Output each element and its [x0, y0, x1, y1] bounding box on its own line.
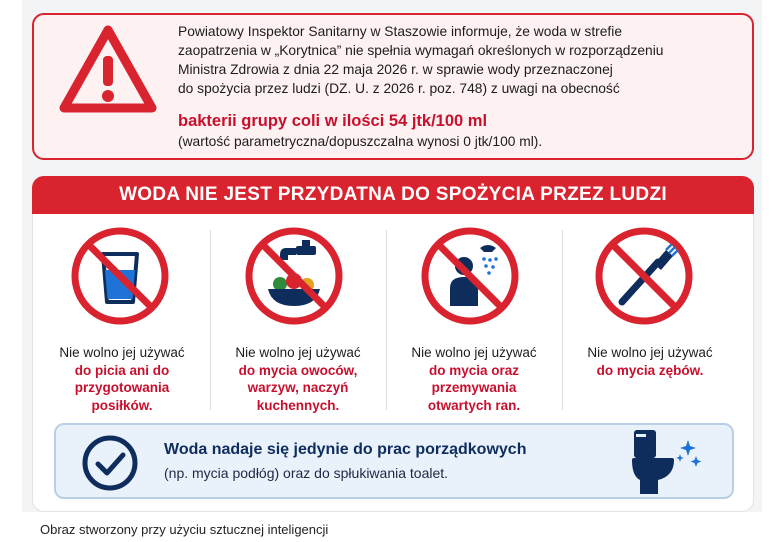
checkmark-circle-icon: [80, 433, 140, 493]
prohibition-caption: [565, 344, 735, 379]
column-divider: [562, 230, 563, 410]
toilet-icon: [628, 426, 708, 498]
caption-line-red: przemywania: [431, 380, 517, 395]
caption-line-red: do mycia zębów.: [596, 362, 704, 378]
prohibition-caption: [37, 344, 207, 414]
column-divider: [386, 230, 387, 410]
prohibition-caption: [213, 344, 383, 414]
tap-washing-fruit-icon: [244, 226, 344, 326]
notice-note: (wartość parametryczna/dopuszczalna wynosi 0 jtk/100 ml).: [178, 134, 543, 149]
allowed-title: Woda nadaje się jedynie do prac porządkowych: [164, 441, 527, 458]
shower-person-icon: [420, 226, 520, 326]
caption-line-red: kuchennych.: [256, 397, 340, 413]
caption-line: Nie wolno jej używać: [59, 345, 185, 360]
glass-of-water-icon: [70, 226, 170, 326]
notice-emphasis: bakterii grupy coli w ilości 54 jtk/100 ml: [178, 112, 488, 130]
caption-line-red: do mycia owoców,: [238, 362, 358, 378]
caption-line: Nie wolno jej używać: [235, 345, 361, 360]
notice-line: Powiatowy Inspektor Sanitarny w Staszowie informuje, że woda w strefie: [178, 24, 622, 39]
caption-line-red: posiłków.: [91, 397, 153, 413]
notice-line: zaopatrzenia w „Korytnica” nie spełnia wymagań określonych w rozporządzeniu: [178, 43, 664, 58]
ai-disclaimer: Obraz stworzony przy użyciu sztucznej inteligencji: [40, 522, 329, 537]
notice-line: Ministra Zdrowia z dnia 22 maja 2026 r. w sprawie wody przeznaczonej: [178, 62, 613, 77]
warning-triangle-icon: [58, 24, 158, 116]
caption-line-red: warzyw, naczyń: [247, 380, 349, 395]
banner-title: WODA NIE JEST PRZYDATNA DO SPOŻYCIA PRZEZ LUDZI: [119, 184, 667, 205]
caption-line-red: do picia ani do: [74, 362, 170, 378]
caption-line-red: przygotowania: [74, 380, 170, 395]
allowed-subtitle: (np. mycia podłóg) oraz do spłukiwania toalet.: [164, 465, 449, 481]
caption-line: Nie wolno jej używać: [587, 345, 713, 360]
banner: [32, 176, 754, 214]
prohibition-caption: [389, 344, 559, 414]
column-divider: [210, 230, 211, 410]
caption-line: Nie wolno jej używać: [411, 345, 537, 360]
toothbrush-icon: [594, 226, 694, 326]
caption-line-red: do mycia oraz: [428, 362, 520, 378]
notice-line: do spożycia przez ludzi (DZ. U. z 2026 r. poz. 748) z uwagi na obecność: [178, 81, 620, 96]
notice-text: [178, 22, 748, 98]
caption-line-red: otwartych ran.: [427, 397, 521, 413]
